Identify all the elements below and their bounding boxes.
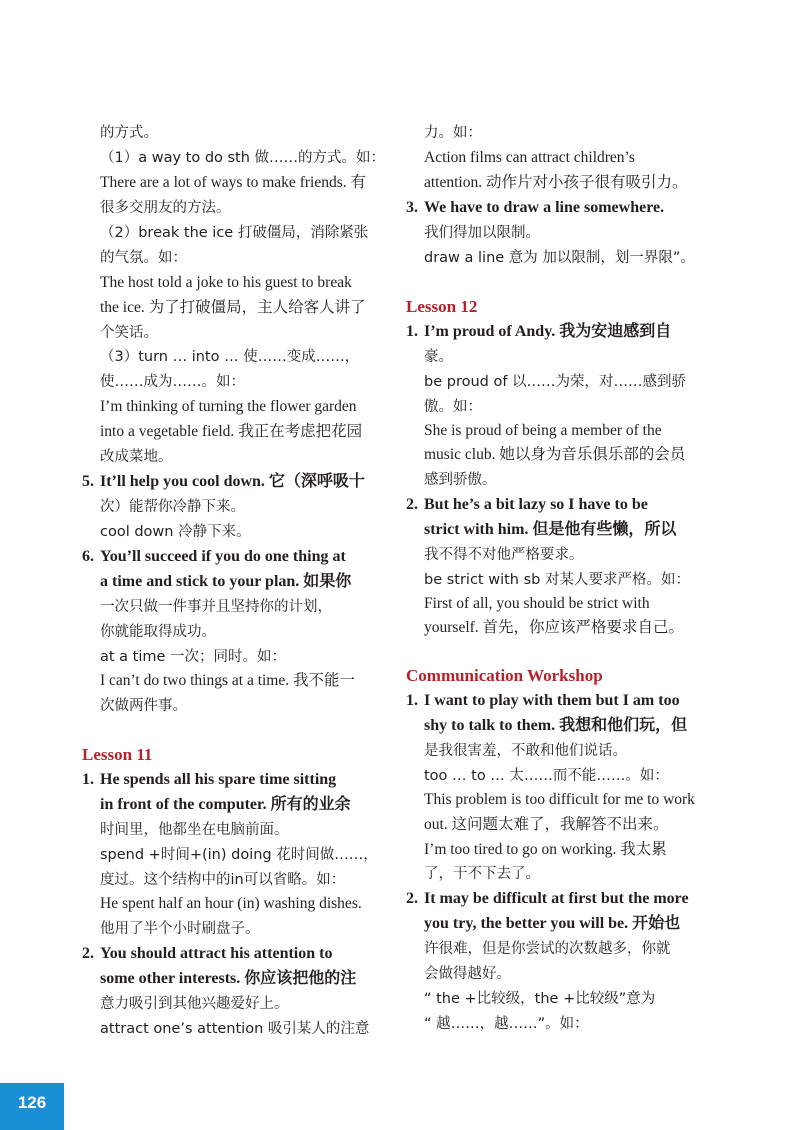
text-line: music club. 她以身为音乐俱乐部的会员: [424, 446, 686, 463]
text-line: cool down 冷静下来。: [100, 524, 251, 540]
item-heading: shy to talk to them. 我想和他们玩，但: [424, 717, 688, 734]
text-line: at a time 一次；同时。如：: [100, 649, 287, 665]
item-number: 2.: [406, 890, 418, 907]
text-line: spend +时间+(in) doing 花时间做……，: [100, 847, 378, 863]
text-line: too … to … 太……而不能……。如：: [424, 768, 669, 784]
text-line: 是我很害羞，不敢和他们说话。: [424, 743, 627, 759]
text-line: There are a lot of ways to make friends. 有: [100, 174, 366, 191]
text-line: 意力吸引到其他兴趣爱好上。: [100, 996, 289, 1012]
item-number: 2.: [82, 945, 94, 962]
text-line: （2）break the ice 打破僵局，消除紧张: [100, 225, 369, 241]
text-line: 我不得不对他严格要求。: [424, 547, 584, 563]
item-number: 1.: [82, 771, 94, 788]
text-line: draw a line 意为 加以限制，划一界限”。: [424, 250, 695, 266]
item-heading: you try, the better you will be. 开始也: [424, 915, 681, 932]
text-line: 度过。这个结构中的in可以省略。如：: [100, 872, 346, 888]
text-line: The host told a joke to his guest to break: [100, 274, 352, 291]
text-line: the ice. 为了打破僵局，主人给客人讲了: [100, 299, 366, 316]
section-heading-lesson-11: Lesson 11: [82, 745, 153, 764]
text-line: attract one’s attention 吸引某人的注意: [100, 1021, 370, 1037]
item-number: 6.: [82, 548, 94, 565]
item-number: 1.: [406, 692, 418, 709]
text-line: 我们得加以限制。: [424, 225, 540, 241]
text-line: She is proud of being a member of the: [424, 422, 662, 439]
text-line: 很多交朋友的方法。: [100, 200, 231, 216]
text-line: 一次只做一件事并且坚持你的计划，: [100, 599, 332, 615]
text-line: be strict with sb 对某人要求严格。如：: [424, 572, 690, 588]
text-line: I’m thinking of turning the flower garden: [100, 398, 357, 415]
item-heading: It may be difficult at first but the more: [424, 890, 689, 907]
item-heading: I’m proud of Andy. 我为安迪感到自: [424, 323, 672, 340]
text-line: 的气氛。如：: [100, 250, 187, 266]
section-heading-communication-workshop: Communication Workshop: [406, 666, 603, 685]
text-line: into a vegetable field. 我正在考虑把花园: [100, 423, 363, 440]
item-number: 1.: [406, 323, 418, 340]
item-heading: some other interests. 你应该把他的注: [100, 970, 357, 987]
section-heading-lesson-12: Lesson 12: [406, 297, 478, 316]
page-number: 126: [17, 1093, 47, 1112]
text-line: This problem is too difficult for me to work: [424, 791, 695, 808]
text-line: “ the +比较级，the +比较级”意为: [424, 991, 656, 1007]
text-line: “ 越……，越……”。如：: [424, 1016, 589, 1032]
item-heading: strict with him. 但是他有些懒，所以: [424, 521, 677, 538]
text-line: 感到骄傲。: [424, 472, 497, 488]
item-number: 3.: [406, 199, 418, 216]
text-line: 改成菜地。: [100, 449, 173, 465]
item-heading: But he’s a bit lazy so I have to be: [424, 496, 648, 513]
text-line: 傲。如：: [424, 399, 482, 415]
item-heading: in front of the computer. 所有的业余: [100, 796, 351, 813]
item-heading: We have to draw a line somewhere.: [424, 199, 665, 216]
item-number: 5.: [82, 473, 94, 490]
text-line: 次）能帮你冷静下来。: [100, 499, 245, 515]
text-line: 你就能取得成功。: [100, 624, 216, 640]
item-heading: It’ll help you cool down. 它（深呼吸十: [100, 473, 365, 490]
item-heading: You should attract his attention to: [100, 945, 333, 962]
text-line: I can’t do two things at a time. 我不能一: [100, 672, 355, 689]
item-number: 2.: [406, 496, 418, 513]
text-line: 会做得越好。: [424, 966, 511, 982]
text-line: Action films can attract children’s: [424, 149, 635, 166]
text-line: 豪。: [424, 349, 453, 365]
text-line: I’m too tired to go on working. 我太累: [424, 841, 667, 858]
text-line: 力。如：: [424, 125, 482, 141]
text-line: yourself. 首先，你应该严格要求自己。: [424, 619, 685, 636]
item-heading: I want to play with them but I am too: [424, 692, 680, 709]
text-line: He spent half an hour (in) washing dishes.: [100, 895, 362, 912]
text-line: 的方式。: [100, 125, 158, 141]
text-line: 时间里，他都坐在电脑前面。: [100, 822, 289, 838]
text-line: （3）turn … into … 使……变成……，: [100, 349, 360, 365]
text-line: 许很难，但是你尝试的次数越多，你就: [424, 941, 671, 957]
text-line: attention. 动作片对小孩子很有吸引力。: [424, 174, 688, 191]
text-line: be proud of 以……为荣，对……感到骄: [424, 374, 687, 390]
text-line: 使……成为……。如：: [100, 374, 245, 390]
item-heading: You’ll succeed if you do one thing at: [100, 548, 346, 565]
text-line: 了，干不下去了。: [424, 866, 540, 882]
item-heading: He spends all his spare time sitting: [100, 771, 337, 788]
text-line: 个笑话。: [100, 325, 158, 341]
text-line: out. 这问题太难了，我解答不出来。: [424, 816, 669, 833]
text-line: First of all, you should be strict with: [424, 595, 650, 612]
text-line: （1）a way to do sth 做……的方式。如：: [100, 150, 386, 166]
item-heading: a time and stick to your plan. 如果你: [100, 573, 352, 590]
text-line: 次做两件事。: [100, 698, 187, 714]
text-line: 他用了半个小时刷盘子。: [100, 921, 260, 937]
